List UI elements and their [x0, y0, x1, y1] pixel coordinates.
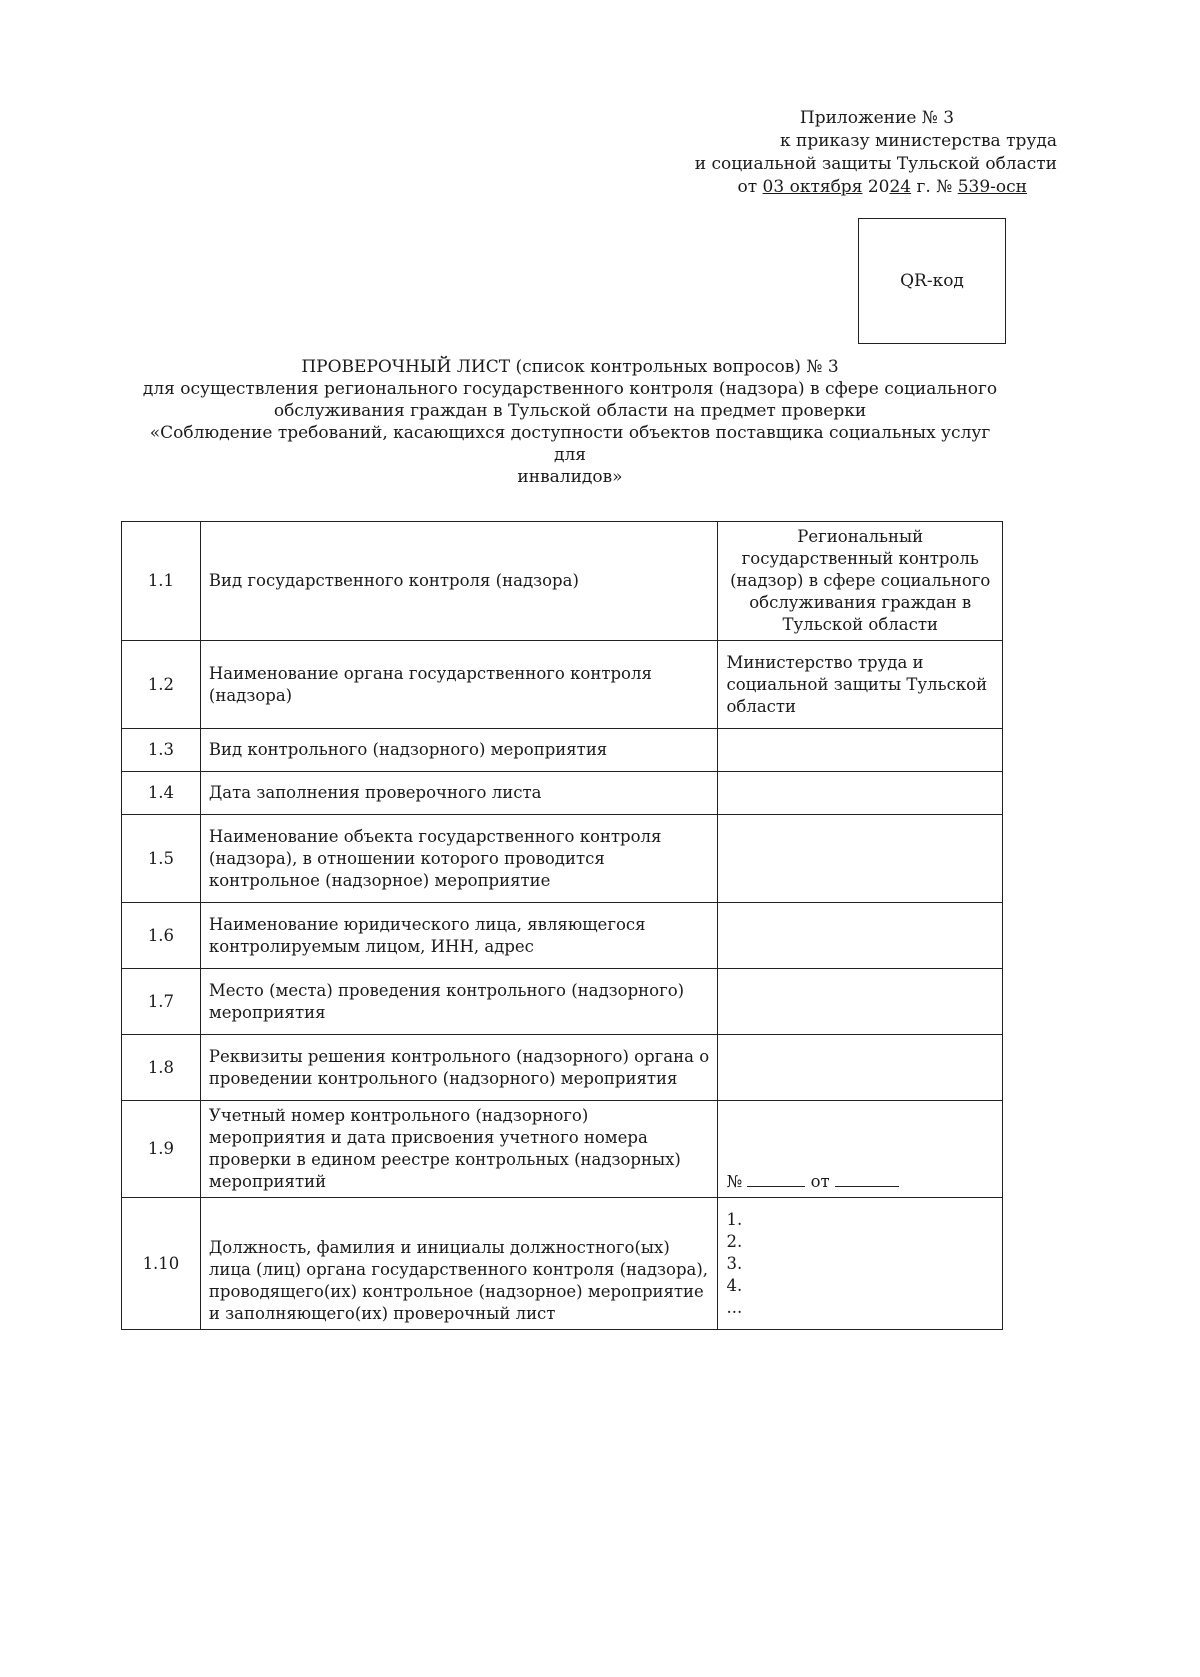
row-name: Реквизиты решения контрольного (надзорного) органа о проведении контрольного (надзорного) мероприятия [200, 1035, 718, 1101]
document-title [140, 356, 1000, 488]
table-row [122, 903, 1003, 969]
table-row [122, 969, 1003, 1035]
row-value[interactable] [718, 815, 1003, 903]
table-row [122, 641, 1003, 729]
row-value[interactable] [718, 969, 1003, 1035]
registry-number-field[interactable] [718, 1101, 1003, 1198]
row-value[interactable] [718, 772, 1003, 815]
qr-code-label: QR-код [900, 271, 964, 291]
table-row [122, 522, 1003, 641]
title-line-2: для осуществления регионального государственного контроля (надзора) в сфере социального [142, 379, 998, 399]
registry-date-blank[interactable] [835, 1172, 899, 1187]
number-sign: № [726, 1172, 743, 1191]
row-number: 1.9 [122, 1101, 201, 1198]
row-number: 1.7 [122, 969, 201, 1035]
row-number: 1.4 [122, 772, 201, 815]
appendix-header [637, 107, 1057, 199]
title-line-5: инвалидов» [517, 467, 623, 487]
row-number: 1.1 [122, 522, 201, 641]
checklist-table [121, 521, 1003, 1330]
appendix-ministry: и социальной защиты Тульской области [694, 154, 1057, 174]
table-row [122, 1198, 1003, 1330]
list-item: 2. [726, 1231, 743, 1251]
table-row [122, 729, 1003, 772]
row-name: Должность, фамилия и инициалы должностного(ых) лица (лиц) органа государственного контроля (надзора), проводящего(их) контрольное (надзорное) мероприятие и заполняющего(их) проверочный лист [200, 1198, 718, 1330]
row-number: 1.8 [122, 1035, 201, 1101]
registry-number-blank[interactable] [747, 1172, 805, 1187]
row-name: Наименование юридического лица, являющегося контролируемым лицом, ИНН, адрес [200, 903, 718, 969]
title-line-1: ПРОВЕРОЧНЫЙ ЛИСТ (список контрольных вопросов) № 3 [301, 357, 839, 377]
row-name: Место (места) проведения контрольного (надзорного) мероприятия [200, 969, 718, 1035]
appendix-title: Приложение № 3 [799, 108, 955, 128]
row-number: 1.3 [122, 729, 201, 772]
row-name: Вид контрольного (надзорного) мероприятия [200, 729, 718, 772]
row-number: 1.10 [122, 1198, 201, 1330]
row-number: 1.2 [122, 641, 201, 729]
list-item: ... [726, 1297, 743, 1317]
row-value: Министерство труда и социальной защиты Тульской области [718, 641, 1003, 729]
row-value[interactable] [718, 903, 1003, 969]
appendix-order-ref: к приказу министерства труда [779, 131, 1057, 151]
row-value[interactable] [718, 729, 1003, 772]
officials-list[interactable] [718, 1198, 1003, 1330]
table-row [122, 815, 1003, 903]
row-name: Наименование объекта государственного контроля (надзора), в отношении которого проводится контрольное (надзорное) мероприятие [200, 815, 718, 903]
row-name: Наименование органа государственного контроля (надзора) [200, 641, 718, 729]
list-item: 4. [726, 1275, 743, 1295]
list-item: 1. [726, 1209, 743, 1229]
row-number: 1.5 [122, 815, 201, 903]
appendix-date: 03 октября [762, 177, 863, 197]
appendix-date-line: от 03 октября 2024 г. № 539-осн [737, 177, 1027, 197]
row-name: Дата заполнения проверочного листа [200, 772, 718, 815]
table-row [122, 1101, 1003, 1198]
qr-code-placeholder [858, 218, 1006, 344]
row-value[interactable] [718, 1035, 1003, 1101]
appendix-number: 539-осн [957, 177, 1027, 197]
title-line-4: «Соблюдение требований, касающихся доступности объектов поставщика социальных услуг для [149, 423, 991, 465]
row-value: Региональный государственный контроль (надзор) в сфере социального обслуживания граждан в Тульской области [718, 522, 1003, 641]
list-item: 3. [726, 1253, 743, 1273]
appendix-year: 24 [889, 177, 912, 197]
row-number: 1.6 [122, 903, 201, 969]
table-row [122, 772, 1003, 815]
table-row [122, 1035, 1003, 1101]
row-name: Учетный номер контрольного (надзорного) мероприятия и дата присвоения учетного номера проверки в едином реестре контрольных (надзорных) мероприятий [200, 1101, 718, 1198]
title-line-3: обслуживания граждан в Тульской области на предмет проверки [273, 401, 867, 421]
row-name: Вид государственного контроля (надзора) [200, 522, 718, 641]
from-label: от [810, 1172, 830, 1191]
